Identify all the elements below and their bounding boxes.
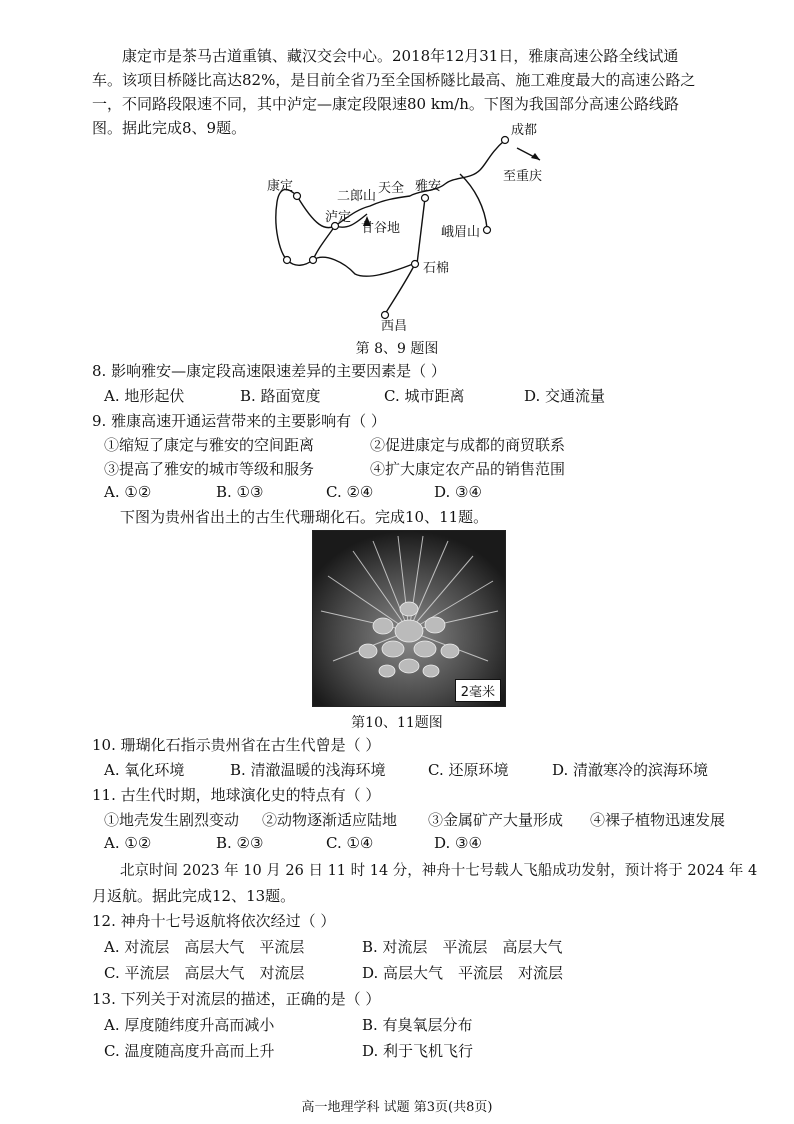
space-intro-line1: 北京时间 2023 年 10 月 26 日 11 时 14 分，神舟十七号载人飞船成功发射，预计将于 2024 年 4 xyxy=(120,863,758,879)
q9-option-b: B. ①③ xyxy=(216,483,264,501)
q10-stem: 10. 珊瑚化石指示贵州省在古生代曾是（ ） xyxy=(92,736,381,754)
q13-option-b: B. 有臭氧层分布 xyxy=(362,1016,473,1034)
q9-item-2: ②促进康定与成都的商贸联系 xyxy=(370,436,566,454)
q13-option-c: C. 温度随高度升高而上升 xyxy=(104,1042,275,1060)
q11-option-a: A. ①② xyxy=(104,834,152,852)
q9-stem: 9. 雅康高速开通运营带来的主要影响有（ ） xyxy=(92,412,386,430)
q11-item-3: ③金属矿产大量形成 xyxy=(428,811,564,829)
q11-stem: 11. 古生代时期，地球演化史的特点有（ ） xyxy=(92,786,381,804)
q11-item-2: ②动物逐渐适应陆地 xyxy=(262,811,398,829)
intro-paragraph: 康定市是茶马古道重镇、藏汉交会中心。2018年12月31日，雅康高速公路全线试通车。该项目桥隧比高达82%，是目前全省乃至全国桥隧比最高、施工难度最大的高速公路之一，不同路段限速不同，其中泸定—康定段限速80 km/h。下图为我国部分高速公路线路图。据此完成8、9题。 xyxy=(92,47,696,137)
q10-option-d: D. 清澈寒冷的滨海环境 xyxy=(552,761,709,779)
label-emeishan: 峨眉山 xyxy=(441,225,481,240)
q12-option-a: A. 对流层 高层大气 平流层 xyxy=(104,938,305,956)
label-luding: 泸定 xyxy=(325,210,352,225)
q12-stem: 12. 神舟十七号返航将依次经过（ ） xyxy=(92,912,336,930)
q11-option-c: C. ①④ xyxy=(326,834,374,852)
map-caption: 第 8、9 题图 xyxy=(355,341,439,357)
q11-option-d: D. ③④ xyxy=(434,834,482,852)
q13-option-d: D. 利于飞机飞行 xyxy=(362,1042,474,1060)
q10-option-c: C. 还原环境 xyxy=(428,761,509,779)
q9-item-1: ①缩短了康定与雅安的空间距离 xyxy=(104,436,315,454)
highway-route-map xyxy=(255,118,555,336)
q8-option-c: C. 城市距离 xyxy=(384,387,465,405)
q9-option-c: C. ②④ xyxy=(326,483,374,501)
q12-option-d: D. 高层大气 平流层 对流层 xyxy=(362,964,564,982)
label-ganggudi: 甘谷地 xyxy=(361,221,401,236)
q9-option-a: A. ①② xyxy=(104,483,152,501)
q8-option-d: D. 交通流量 xyxy=(524,387,606,405)
label-chongqing: 至重庆 xyxy=(503,169,543,184)
fossil-intro: 下图为贵州省出土的古生代珊瑚化石。完成10、11题。 xyxy=(120,508,489,526)
q12-option-c: C. 平流层 高层大气 对流层 xyxy=(104,964,305,982)
q13-stem: 13. 下列关于对流层的描述，正确的是（ ） xyxy=(92,990,381,1008)
q10-option-b: B. 清澈温暖的浅海环境 xyxy=(230,761,386,779)
scale-bar: 2毫米 xyxy=(455,679,501,702)
q11-option-b: B. ②③ xyxy=(216,834,264,852)
q9-item-4: ④扩大康定农产品的销售范围 xyxy=(370,460,566,478)
q8-stem: 8. 影响雅安—康定段高速限速差异的主要因素是（ ） xyxy=(92,362,446,380)
label-tianquan: 天全 xyxy=(378,181,405,196)
q11-item-4: ④裸子植物迅速发展 xyxy=(590,811,726,829)
label-xichang: 西昌 xyxy=(381,319,408,334)
page-footer: 高一地理学科 试题 第3页(共8页) xyxy=(301,1100,493,1115)
q13-option-a: A. 厚度随纬度升高而减小 xyxy=(104,1016,275,1034)
q9-option-d: D. ③④ xyxy=(434,483,482,501)
label-shimian: 石棉 xyxy=(423,261,450,276)
label-yaan: 雅安 xyxy=(415,179,442,194)
q10-option-a: A. 氧化环境 xyxy=(104,761,185,779)
q11-item-1: ①地壳发生剧烈变动 xyxy=(104,811,240,829)
q8-option-b: B. 路面宽度 xyxy=(240,387,321,405)
coral-fossil-image xyxy=(312,530,506,707)
q12-option-b: B. 对流层 平流层 高层大气 xyxy=(362,938,563,956)
label-chengdu: 成都 xyxy=(511,123,538,138)
q9-item-3: ③提高了雅安的城市等级和服务 xyxy=(104,460,315,478)
label-erlangshan: 二郎山 xyxy=(337,189,377,204)
q8-option-a: A. 地形起伏 xyxy=(104,387,185,405)
label-kangding: 康定 xyxy=(267,179,294,194)
fossil-caption: 第10、11题图 xyxy=(351,715,443,731)
space-intro-line2: 月返航。据此完成12、13题。 xyxy=(92,887,296,905)
